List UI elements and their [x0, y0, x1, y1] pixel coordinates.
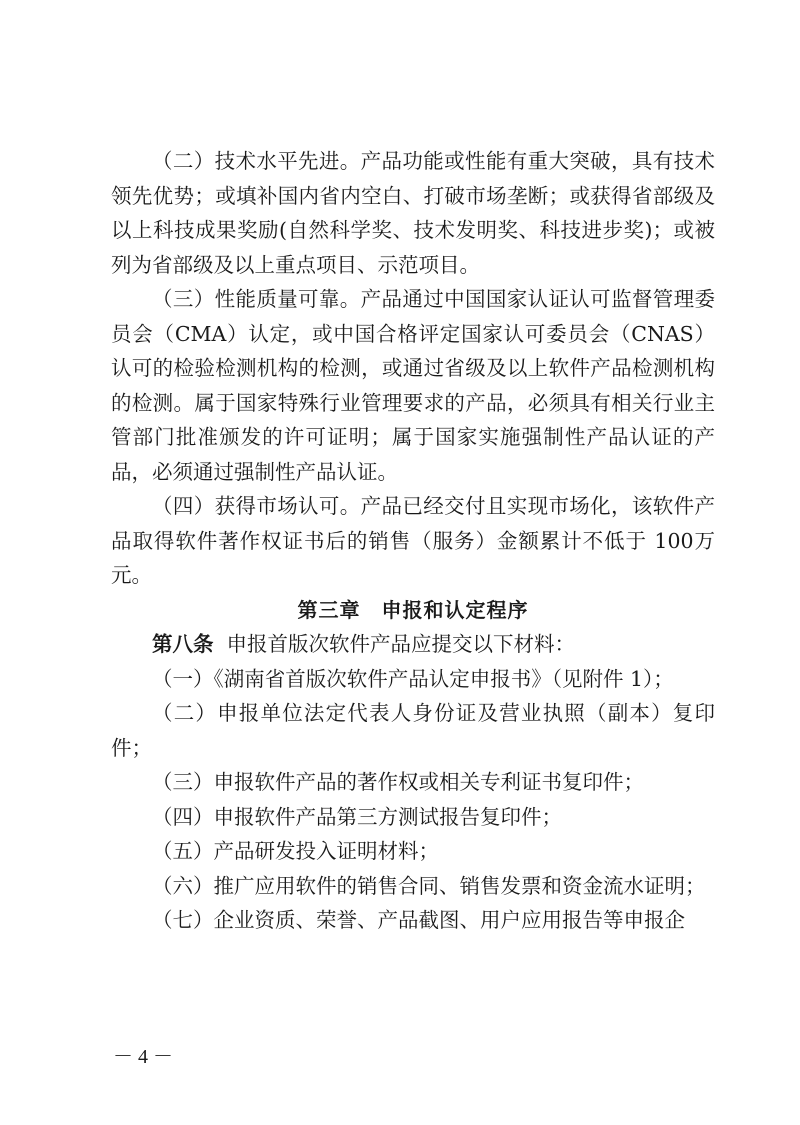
- paragraph-quality: （三）性能质量可靠。产品通过中国国家认证认可监督管理委员会（CMA）认定，或中国合格评定国家认可委员会（CNAS）认可的检验检测机构的检测，或通过省级及以上软件产品检测机构的检测。属于国家特殊行业管理要求的产品，必须具有相关行业主管部门批准颁发的许可证明；属于国家实施强制性产品认证的产品，必须通过强制性产品认证。: [111, 287, 715, 484]
- list-item: （六）推广应用软件的销售合同、销售发票和资金流水证明；: [152, 873, 706, 898]
- page-number: － 4 －: [113, 1046, 173, 1068]
- list-item: （一）《湖南省首版次软件产品认定申报书》（见附件 1）；: [152, 666, 674, 691]
- list-item: （五）产品研发投入证明材料；: [152, 839, 439, 863]
- list-item: （七）企业资质、荣誉、产品截图、用户应用报告等申报企: [152, 908, 685, 932]
- paragraph-market: （四）获得市场认可。产品已经交付且实现市场化，该软件产品取得软件著作权证书后的销售（服务）金额累计不低于 100万元。: [111, 494, 715, 587]
- list-item: （二）申报单位法定代表人身份证及营业执照（副本）复印件；: [111, 701, 715, 760]
- list-item: （三）申报软件产品的著作权或相关专利证书复印件；: [152, 770, 644, 794]
- body-text: [111, 144, 715, 938]
- article-label: 第八条: [152, 632, 214, 656]
- article-text: 申报首版次软件产品应提交以下材料：: [226, 632, 576, 656]
- article-8: [111, 627, 715, 662]
- chapter-title: 第三章 申报和认定程序: [297, 597, 529, 622]
- paragraph-tech-level: （二）技术水平先进。产品功能或性能有重大突破，具有技术领先优势；或填补国内省内空白、打破市场垄断；或获得省部级及以上科技成果奖励(自然科学奖、技术发明奖、科技进步奖)；或被列为省部级及以上重点项目、示范项目。: [111, 149, 715, 277]
- list-item: （四）申报软件产品第三方测试报告复印件；: [152, 804, 562, 829]
